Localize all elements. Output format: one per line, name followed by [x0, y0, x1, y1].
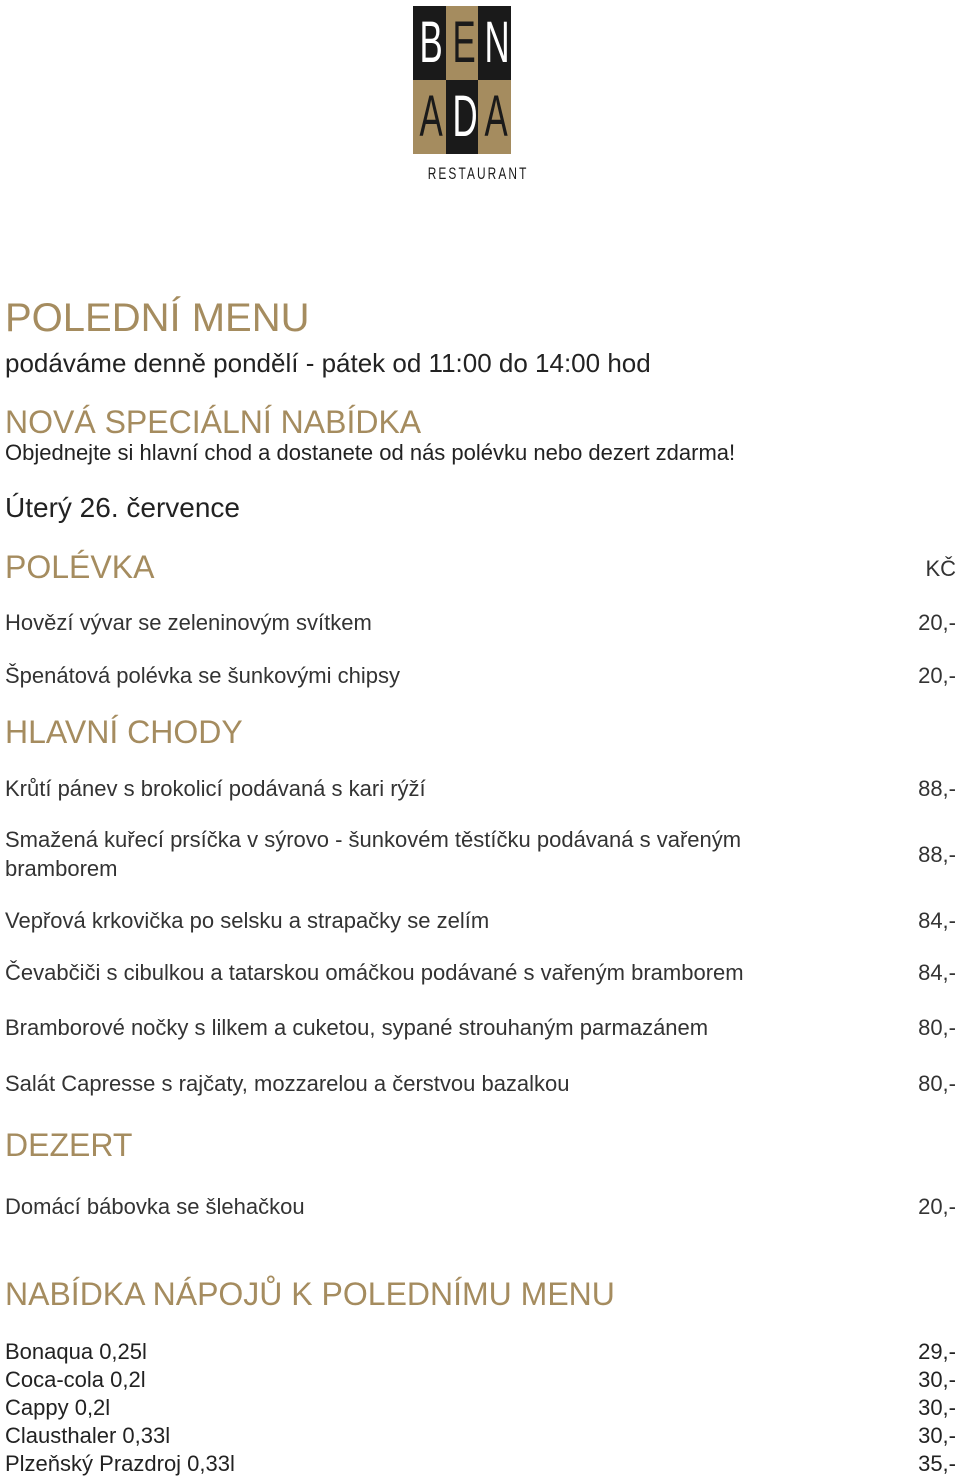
logo-letter: E: [452, 10, 476, 75]
logo-cell: [478, 6, 511, 80]
drink-name: Coca-cola 0,2l: [5, 1367, 146, 1392]
menu-item-name: Krůtí pánev s brokolicí podávaná s kari rýží: [5, 776, 426, 801]
logo-letter: B: [419, 10, 443, 75]
menu-item-name: Vepřová krkovička po selsku a strapačky se zelím: [5, 908, 490, 933]
drink-name: Bonaqua 0,25l: [5, 1339, 147, 1364]
restaurant-logo: [413, 6, 529, 183]
drink-name: Clausthaler 0,33l: [5, 1423, 171, 1448]
menu-item-price: 80,-: [918, 1015, 956, 1040]
drinks-section-title: NABÍDKA NÁPOJŮ K POLEDNÍMU MENU: [5, 1276, 615, 1312]
menu-item-name: Salát Capresse s rajčaty, mozzarelou a čerstvou bazalkou: [5, 1071, 570, 1096]
drink-name: Plzeňský Prazdroj 0,33l: [5, 1451, 235, 1476]
logo-letter: A: [419, 84, 443, 149]
currency-label: KČ: [925, 556, 956, 581]
drink-price: 30,-: [918, 1367, 956, 1392]
menu-item-name: Smažená kuřecí prsíčka v sýrovo - šunkovém těstíčku podávaná s vařeným: [5, 827, 742, 852]
special-offer-text: Objednejte si hlavní chod a dostanete od nás polévku nebo dezert zdarma!: [5, 440, 736, 465]
menu-item-price: 80,-: [918, 1071, 956, 1096]
menu-item-price: 88,-: [918, 842, 956, 867]
logo-letter: N: [484, 10, 510, 75]
serving-hours: podáváme denně pondělí - pátek od 11:00 do 14:00 hod: [5, 348, 651, 378]
menu-item-price: 84,-: [918, 960, 956, 985]
logo-cell: [478, 80, 511, 154]
menu-item-price: 84,-: [918, 908, 956, 933]
logo-letter: A: [484, 84, 509, 149]
logo-letter: D: [452, 84, 478, 149]
soup-section-title: POLÉVKA: [5, 549, 155, 585]
menu-item-name-continued: bramborem: [5, 856, 118, 881]
drink-price: 29,-: [918, 1339, 956, 1364]
menu-item-name: Domácí bábovka se šlehačkou: [5, 1194, 305, 1219]
mains-section-title: HLAVNÍ CHODY: [5, 714, 243, 750]
drink-price: 35,-: [918, 1451, 956, 1476]
logo-cell: [446, 6, 479, 80]
logo-grid: [413, 6, 511, 154]
drink-price: 30,-: [918, 1423, 956, 1448]
page-title: POLEDNÍ MENU: [5, 296, 310, 340]
dessert-section-title: DEZERT: [5, 1127, 133, 1163]
special-offer-title: NOVÁ SPECIÁLNÍ NABÍDKA: [5, 404, 422, 440]
logo-cell: [413, 6, 446, 80]
menu-date: Úterý 26. července: [5, 492, 240, 523]
menu-item-price: 20,-: [918, 663, 956, 688]
logo-wordmark: RESTAURANT: [427, 164, 529, 183]
menu-item-name: Hovězí vývar se zeleninovým svítkem: [5, 610, 372, 635]
drink-name: Cappy 0,2l: [5, 1395, 111, 1420]
drink-price: 30,-: [918, 1395, 956, 1420]
menu-item-price: 20,-: [918, 610, 956, 635]
menu-item-name: Čevabčiči s cibulkou a tatarskou omáčkou podávané s vařeným bramborem: [5, 960, 744, 985]
menu-item-price: 20,-: [918, 1194, 956, 1219]
menu-item-price: 88,-: [918, 776, 956, 801]
menu-item-name: Špenátová polévka se šunkovými chipsy: [5, 663, 400, 688]
logo-cell: [446, 80, 479, 154]
menu-item-name: Bramborové nočky s lilkem a cuketou, sypané strouhaným parmazánem: [5, 1015, 709, 1040]
logo-cell: [413, 80, 446, 154]
